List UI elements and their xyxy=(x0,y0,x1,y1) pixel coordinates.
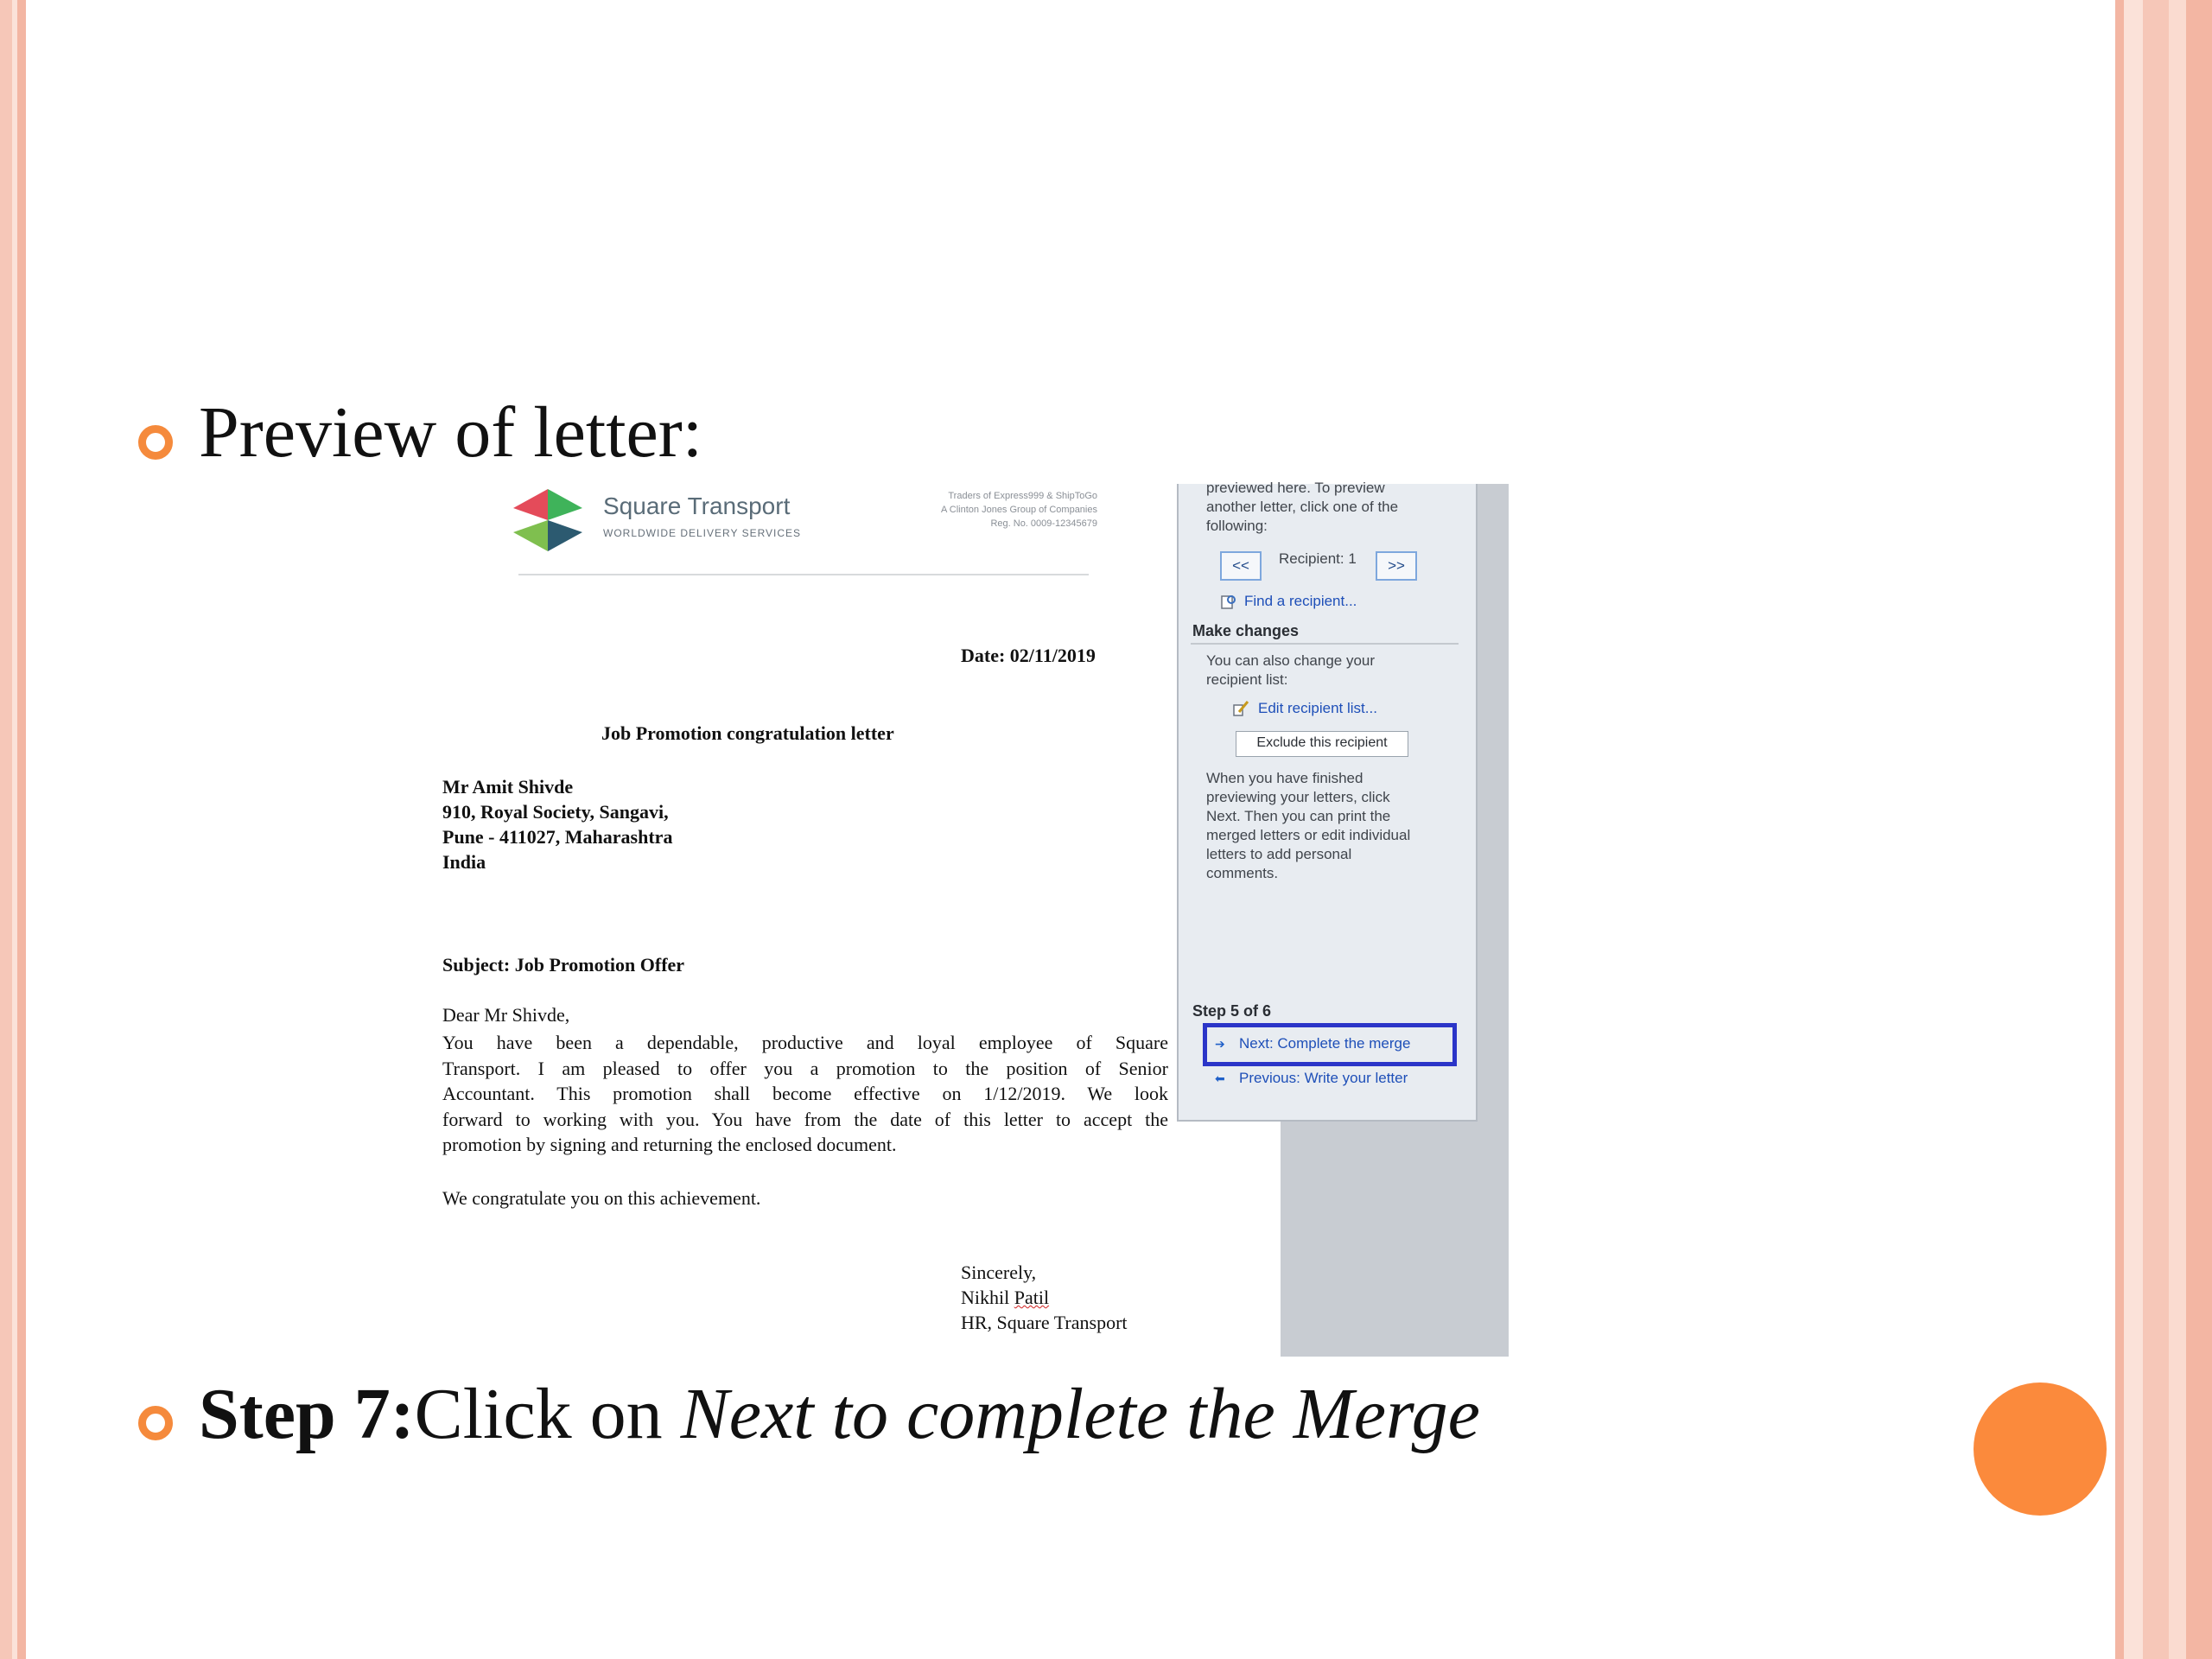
finish-info-line: When you have finished xyxy=(1206,770,1363,786)
finish-info-line: letters to add personal xyxy=(1206,846,1352,862)
letter-title: Job Promotion congratulation letter xyxy=(601,722,894,744)
make-changes-heading: Make changes xyxy=(1192,622,1300,639)
left-border-stripe xyxy=(0,0,12,1659)
signer-first-name: Nikhil xyxy=(961,1287,1014,1308)
mail-merge-task-pane xyxy=(1177,480,1478,1122)
header-info-line: Traders of Express999 & ShipToGo xyxy=(948,491,1097,501)
recipient-counter: Recipient: 1 xyxy=(1279,550,1357,567)
step-label: Step 7: xyxy=(199,1374,415,1454)
body-line: forward to working with you. You have from the date of this letter to accept the xyxy=(442,1108,1168,1130)
previous-recipient-button[interactable]: << xyxy=(1220,551,1262,581)
right-border-stripe xyxy=(2169,0,2186,1659)
edit-list-icon xyxy=(1232,700,1249,717)
finish-info-line: comments. xyxy=(1206,865,1279,881)
change-info-line: You can also change your xyxy=(1206,652,1376,669)
arrow-right-icon: ➔ xyxy=(1215,1037,1225,1051)
letter-signer-title: HR, Square Transport xyxy=(961,1312,1128,1333)
next-recipient-button[interactable]: >> xyxy=(1376,551,1417,581)
letter-signer xyxy=(961,1287,1049,1309)
step-text: Click on xyxy=(414,1374,681,1454)
pane-intro-line: previewed here. To preview xyxy=(1206,480,1385,496)
bullet-circle-icon xyxy=(138,425,173,460)
letter-body xyxy=(442,1030,1168,1158)
letter-subject: Subject: Job Promotion Offer xyxy=(442,954,685,976)
decorative-orange-circle xyxy=(1974,1382,2107,1516)
body-line: Transport. I am pleased to offer you a promotion to the position of Senior xyxy=(442,1057,1168,1079)
right-border-stripe xyxy=(2143,0,2169,1659)
previous-write-letter-link[interactable]: Previous: Write your letter xyxy=(1239,1070,1408,1086)
find-recipient-icon xyxy=(1220,593,1237,610)
letter-closing-line: We congratulate you on this achievement. xyxy=(442,1187,761,1209)
body-line: You have been a dependable, productive and loyal employee of Square xyxy=(442,1032,1168,1053)
left-border-stripe xyxy=(17,0,26,1659)
letter-sign-off: Sincerely, xyxy=(961,1262,1037,1283)
letter-preview-screenshot xyxy=(432,480,1509,1357)
body-line: promotion by signing and returning the enclosed document. xyxy=(442,1134,897,1155)
address-line: Pune - 411027, Maharashtra xyxy=(442,826,673,848)
finish-info-line: Next. Then you can print the xyxy=(1206,808,1391,824)
header-info-line: A Clinton Jones Group of Companies xyxy=(941,505,1097,515)
pane-divider xyxy=(1191,643,1459,645)
step-7-instruction xyxy=(199,1372,1480,1456)
pane-intro-line: following: xyxy=(1206,518,1268,534)
right-border-stripe xyxy=(2115,0,2124,1659)
company-logo-icon xyxy=(512,487,584,553)
right-border-stripe xyxy=(2186,0,2212,1659)
address-line: 910, Royal Society, Sangavi, xyxy=(442,801,669,823)
letter-date: Date: 02/11/2019 xyxy=(961,645,1096,666)
address-line: India xyxy=(442,851,486,873)
finish-info-line: merged letters or edit individual xyxy=(1206,827,1411,843)
bullet-preview-heading: Preview of letter: xyxy=(199,392,703,473)
header-info-line: Reg. No. 0009-12345679 xyxy=(990,518,1097,529)
next-complete-merge-link[interactable]: Next: Complete the merge xyxy=(1239,1035,1411,1052)
bullet-circle-icon xyxy=(138,1406,173,1440)
arrow-left-icon: ⬅ xyxy=(1215,1071,1225,1085)
company-tagline: WORLDWIDE DELIVERY SERVICES xyxy=(603,527,802,539)
edit-recipient-list-link[interactable]: Edit recipient list... xyxy=(1258,700,1377,716)
pane-intro-line: another letter, click one of the xyxy=(1206,499,1399,515)
company-name: Square Transport xyxy=(603,493,791,519)
exclude-recipient-button[interactable]: Exclude this recipient xyxy=(1236,731,1408,757)
step-emphasis: Next to complete the Merge xyxy=(680,1374,1480,1454)
step-indicator: Step 5 of 6 xyxy=(1192,1002,1272,1020)
finish-info-line: previewing your letters, click xyxy=(1206,789,1390,805)
find-recipient-link[interactable]: Find a recipient... xyxy=(1244,593,1357,609)
address-line: Mr Amit Shivde xyxy=(442,776,574,798)
right-border-stripe xyxy=(2124,0,2143,1659)
signer-last-name: Patil xyxy=(1014,1287,1050,1308)
header-divider xyxy=(518,574,1089,575)
change-info-line: recipient list: xyxy=(1206,671,1288,688)
body-line: Accountant. This promotion shall become effective on 1/12/2019. We look xyxy=(442,1083,1168,1104)
letter-salutation: Dear Mr Shivde, xyxy=(442,1004,570,1026)
